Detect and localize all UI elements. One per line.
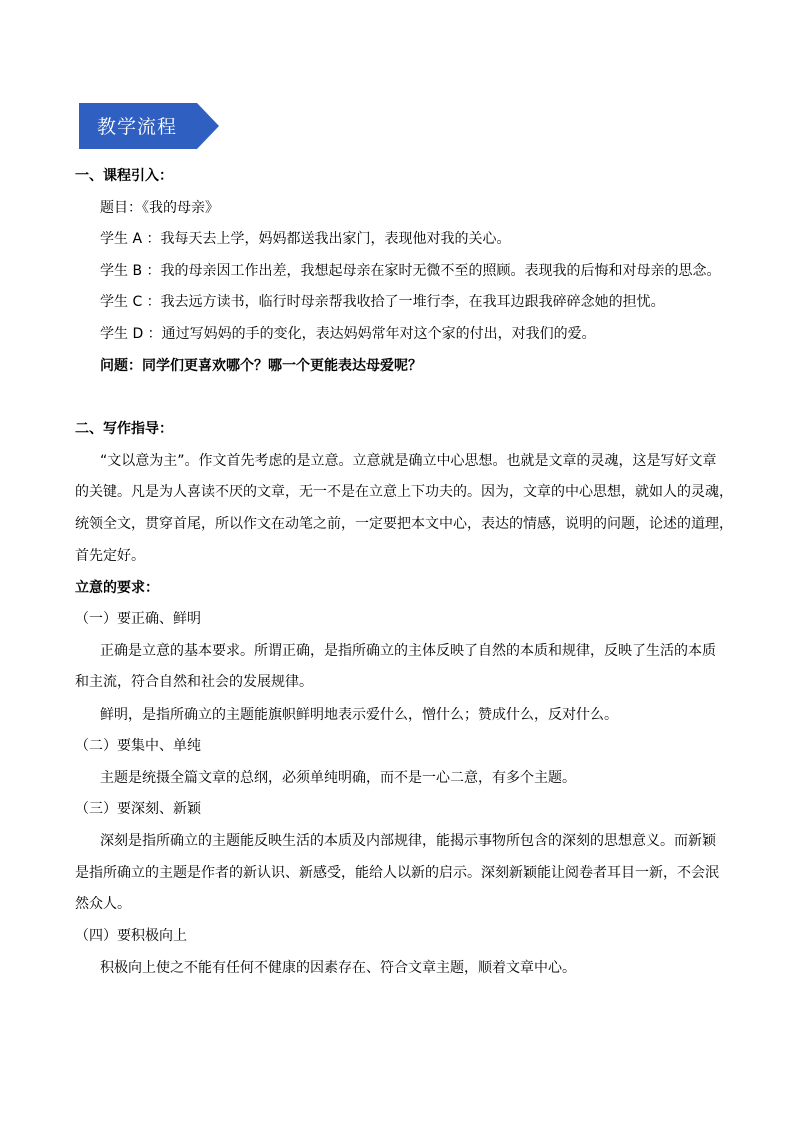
question-line: 问题：同学们更喜欢哪个？哪一个更能表达母爱呢？ [100, 358, 422, 374]
req1-line: 正确是立意的基本要求。所谓正确，是指所确立的主体反映了自然的本质和规律，反映了生活的本质 [100, 643, 716, 659]
req3-title: （三）要深刻、新颖 [75, 801, 201, 817]
intro-line: 统领全文，贯穿首尾，所以作文在动笔之前，一定要把本文中心，表达的情感，说明的问题，论述的道理， [75, 516, 733, 532]
req1-line: 鲜明，是指所确立的主题能旗帜鲜明地表示爱什么，憎什么；赞成什么，反对什么。 [100, 707, 618, 723]
banner-title: 教学流程 [97, 116, 178, 138]
req3-line: 然众人。 [75, 896, 131, 912]
section-banner [79, 103, 219, 149]
req3-line: 深刻是指所确立的主题能反映生活的本质及内部规律，能揭示事物所包含的深刻的思想意义。而新颖 [100, 833, 716, 849]
student-d-line: 学生 D ：通过写妈妈的手的变化，表达妈妈常年对这个家的付出，对我们的爱。 [100, 326, 596, 342]
student-c-line: 学生 C ：我去远方读书，临行时母亲帮我收拾了一堆行李，在我耳边跟我碎碎念她的担忧。 [100, 294, 665, 310]
intro-line: 的关键。凡是为人喜读不厌的文章，无一不是在立意上下功夫的。因为，文章的中心思想，就如人的灵魂， [75, 484, 733, 500]
requirements-heading: 立意的要求： [75, 580, 159, 596]
req2-line: 主题是统摄全篇文章的总纲，必须单纯明确，而不是一心二意，有多个主题。 [100, 770, 576, 786]
intro-line: 首先定好。 [75, 548, 145, 564]
req1-line: 和主流，符合自然和社会的发展规律。 [75, 674, 313, 690]
student-a-line: 学生 A ：我每天去上学，妈妈都送我出家门，表现他对我的关心。 [100, 231, 511, 247]
section1-heading: 一、课程引入： [75, 168, 173, 184]
intro-line: “文以意为主”。作文首先考虑的是立意。立意就是确立中心思想。也就是文章的灵魂，这是写好文章 [100, 453, 717, 469]
req4-title: （四）要积极向上 [75, 928, 187, 944]
req4-line: 积极向上使之不能有任何不健康的因素存在、符合文章主题，顺着文章中心。 [100, 960, 576, 976]
req3-line: 是指所确立的主题是作者的新认识、新感受，能给人以新的启示。深刻新颖能让阅卷者耳目一新，不会泯 [75, 865, 719, 881]
student-b-line: 学生 B ：我的母亲因工作出差，我想起母亲在家时无微不至的照顾。表现我的后悔和对母亲的思念。 [100, 263, 721, 279]
topic-line: 题目：《我的母亲》 [100, 200, 219, 216]
section2-heading: 二、写作指导： [75, 421, 173, 437]
req1-title: （一）要正确、鲜明 [75, 611, 201, 627]
req2-title: （二）要集中、单纯 [75, 738, 201, 754]
